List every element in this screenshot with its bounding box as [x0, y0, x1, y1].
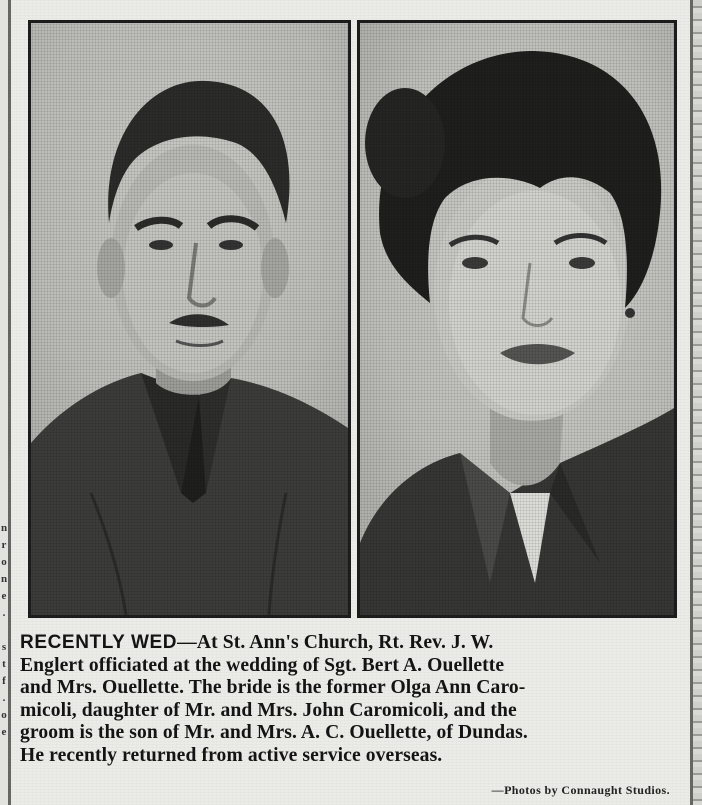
photo-credit: —Photos by Connaught Studios. — [491, 783, 670, 797]
groom-photo — [28, 20, 351, 618]
caption-line-5: groom is the son of Mr. and Mrs. A. C. Ouellette, of Dundas. — [20, 722, 528, 744]
left-margin-text-fragments: n r o n e . s t f . o e — [0, 522, 8, 738]
photo-caption — [20, 632, 686, 768]
caption-line-2: Englert officiated at the wedding of Sgt. Bert A. Ouellette — [20, 654, 505, 676]
caption-line-1-text: —At St. Ann's Church, Rt. Rev. J. W. — [177, 632, 494, 653]
left-column-rule — [8, 0, 11, 805]
right-margin-strip — [693, 0, 702, 805]
caption-line-1 — [20, 632, 686, 655]
caption-line-3: and Mrs. Ouellette. The bride is the former Olga Ann Caro- — [20, 677, 526, 699]
bride-portrait-illustration — [360, 23, 674, 615]
bride-photo — [357, 20, 677, 618]
caption-line-6: He recently returned from active service overseas. — [20, 744, 443, 766]
groom-portrait-illustration — [31, 23, 348, 615]
caption-headline: RECENTLY WED — [20, 632, 178, 653]
caption-line-4: micoli, daughter of Mr. and Mrs. John Caromicoli, and the — [20, 699, 517, 721]
